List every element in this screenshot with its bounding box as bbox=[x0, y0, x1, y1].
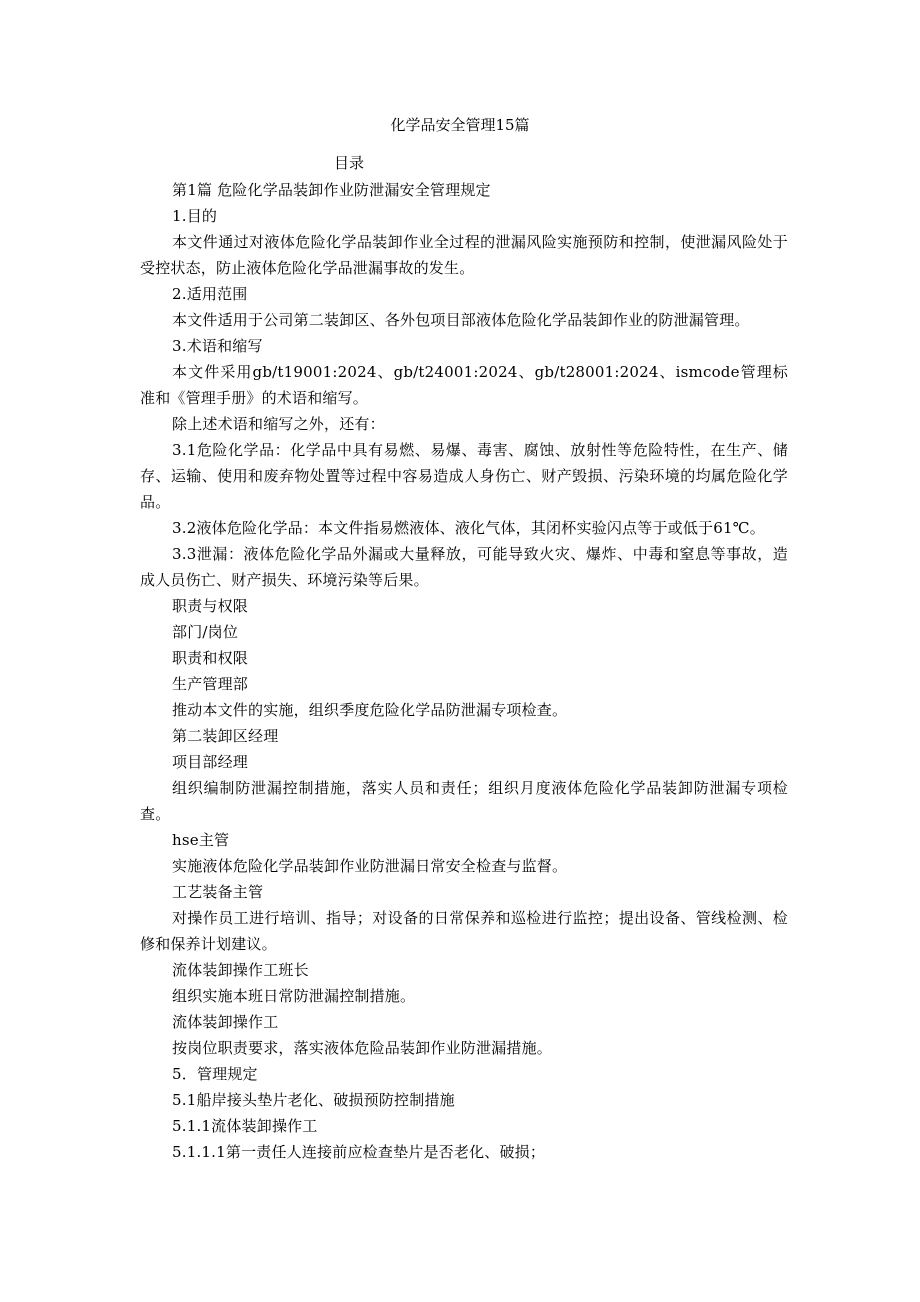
paragraph: 推动本文件的实施，组织季度危险化学品防泄漏专项检查。 bbox=[172, 701, 568, 719]
toc-heading: 目录 bbox=[334, 154, 365, 172]
paragraph: 组织实施本班日常防泄漏控制措施。 bbox=[172, 987, 416, 1005]
paragraph: 部门/岗位 bbox=[172, 623, 239, 641]
paragraph: 第1篇 危险化学品装卸作业防泄漏安全管理规定 bbox=[172, 181, 491, 199]
paragraph: 1.目的 bbox=[172, 207, 218, 225]
paragraph: 按岗位职责要求，落实液体危险品装卸作业防泄漏措施。 bbox=[172, 1039, 553, 1057]
paragraph: 5.1船岸接头垫片老化、破损预防控制措施 bbox=[172, 1091, 455, 1109]
paragraph: 生产管理部 bbox=[172, 675, 249, 693]
paragraph: 职责与权限 bbox=[172, 597, 249, 615]
paragraph: 3.2液体危险化学品：本文件指易燃液体、液化气体，其闭杯实验闪点等于或低于61℃。 bbox=[172, 519, 765, 537]
paragraph: 流体装卸操作工 bbox=[172, 1013, 279, 1031]
paragraph: 工艺装备主管 bbox=[172, 883, 264, 901]
paragraph: 流体装卸操作工班长 bbox=[172, 961, 309, 979]
paragraph: hse主管 bbox=[172, 831, 230, 849]
paragraph: 除上述术语和缩写之外，还有： bbox=[172, 415, 385, 433]
paragraph: 第二装卸区经理 bbox=[172, 727, 279, 745]
paragraph: 3.3泄漏：液体危险化学品外漏或大量释放，可能导致火灾、爆炸、中毒和窒息等事故，造成人员伤亡、财产损失、环境污染等后果。 bbox=[140, 545, 788, 589]
paragraph: 实施液体危险化学品装卸作业防泄漏日常安全检查与监督。 bbox=[172, 857, 568, 875]
paragraph: 项目部经理 bbox=[172, 753, 249, 771]
paragraph: 本文件采用gb/t19001:2024、gb/t24001:2024、gb/t28001:2024、ismcode管理标准和《管理手册》的术语和缩写。 bbox=[140, 363, 788, 407]
paragraph: 对操作员工进行培训、指导；对设备的日常保养和巡检进行监控；提出设备、管线检测、检修和保养计划建议。 bbox=[140, 909, 788, 953]
paragraph: 3.术语和缩写 bbox=[172, 337, 263, 355]
paragraph: 5.1.1流体装卸操作工 bbox=[172, 1117, 318, 1135]
document-title: 化学品安全管理15篇 bbox=[390, 116, 530, 134]
paragraph: 5．管理规定 bbox=[172, 1065, 258, 1083]
paragraph: 2.适用范围 bbox=[172, 285, 248, 303]
paragraph: 组织编制防泄漏控制措施，落实人员和责任；组织月度液体危险化学品装卸防泄漏专项检查。 bbox=[140, 779, 788, 823]
paragraph: 5.1.1.1第一责任人连接前应检查垫片是否老化、破损； bbox=[172, 1143, 546, 1161]
paragraph: 职责和权限 bbox=[172, 649, 249, 667]
paragraph: 本文件适用于公司第二装卸区、各外包项目部液体危险化学品装卸作业的防泄漏管理。 bbox=[172, 311, 750, 329]
paragraph: 3.1危险化学品：化学品中具有易燃、易爆、毒害、腐蚀、放射性等危险特性，在生产、储存、运输、使用和废弃物处置等过程中容易造成人身伤亡、财产毁损、污染环境的均属危险化学品。 bbox=[140, 441, 788, 511]
paragraph: 本文件通过对液体危险化学品装卸作业全过程的泄漏风险实施预防和控制，使泄漏风险处于受控状态，防止液体危险化学品泄漏事故的发生。 bbox=[140, 233, 788, 277]
document-body bbox=[140, 177, 788, 1165]
